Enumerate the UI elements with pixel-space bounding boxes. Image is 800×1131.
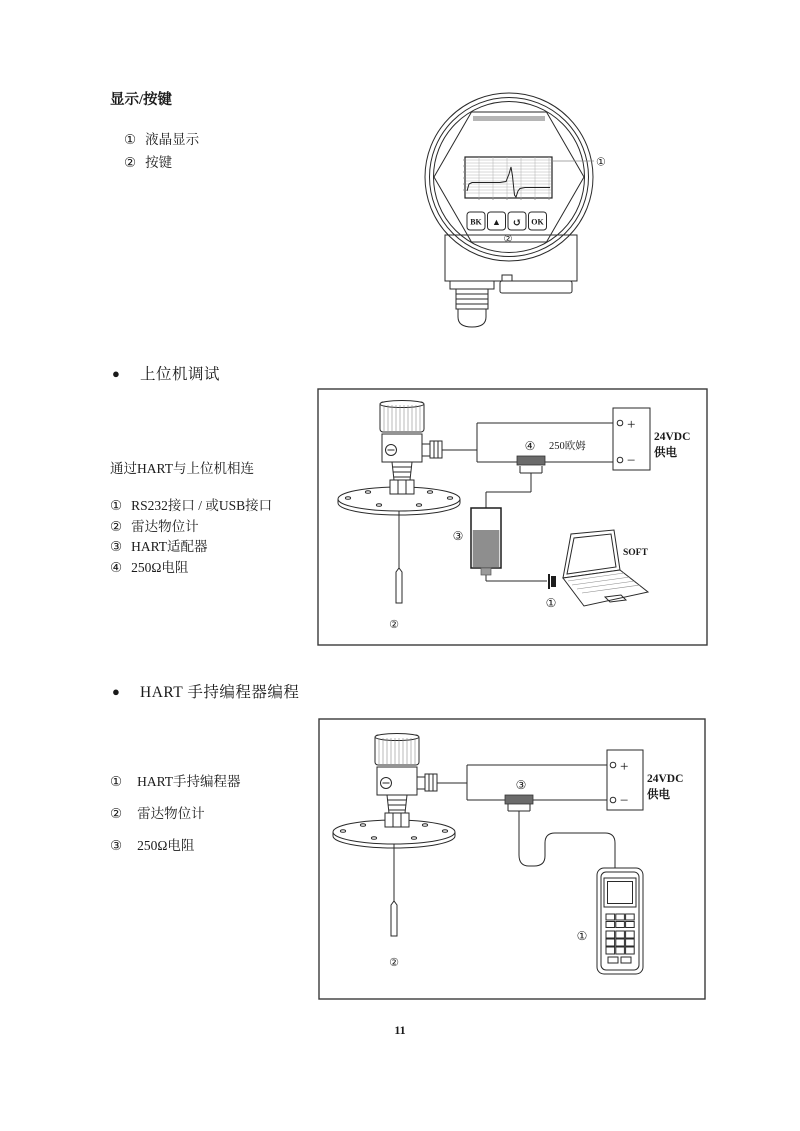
list-item bbox=[110, 798, 241, 830]
bullet-icon: ● bbox=[112, 366, 120, 381]
minus-terminal bbox=[617, 457, 623, 463]
item-number: ② bbox=[110, 806, 123, 821]
item-number: ① bbox=[110, 498, 123, 513]
list-item bbox=[110, 558, 272, 579]
list-item bbox=[110, 830, 241, 862]
item-label: 250Ω电阻 bbox=[131, 559, 189, 575]
interface-callout: ① bbox=[545, 596, 557, 610]
radar-level-meter bbox=[338, 401, 464, 604]
resistor-callout: ④ bbox=[524, 439, 536, 453]
item-number: ① bbox=[110, 774, 123, 789]
meter-callout: ② bbox=[389, 957, 399, 969]
item-label: 雷达物位计 bbox=[137, 806, 205, 821]
display-keys-heading: 显示/按键 bbox=[110, 92, 173, 108]
supply-label-voltage: 24VDC bbox=[654, 431, 691, 443]
programmer-callout: ① bbox=[576, 929, 588, 943]
hart-adapter bbox=[471, 508, 501, 575]
list-item bbox=[110, 537, 272, 558]
display-keys-list bbox=[124, 129, 199, 174]
interface-plug bbox=[549, 574, 556, 589]
plus-terminal bbox=[610, 762, 616, 768]
meter-callout: ② bbox=[389, 619, 399, 631]
plus-sign: + bbox=[620, 759, 629, 775]
item-label: 按键 bbox=[145, 154, 173, 170]
keypad bbox=[467, 212, 547, 230]
item-number: ② bbox=[124, 154, 137, 170]
adapter-callout: ③ bbox=[452, 529, 464, 543]
wiring bbox=[459, 765, 615, 868]
item-number: ③ bbox=[110, 838, 123, 853]
supply-label-power: 供电 bbox=[647, 789, 670, 801]
resistor bbox=[517, 456, 545, 465]
top-band bbox=[473, 116, 545, 121]
key-bk-label: BK bbox=[470, 217, 482, 227]
figure-device-display bbox=[410, 85, 620, 340]
item-number: ④ bbox=[110, 559, 123, 575]
item-label: RS232接口 / 或USB接口 bbox=[131, 498, 273, 513]
list-item bbox=[110, 766, 241, 798]
figure-host-debug-diagram bbox=[317, 388, 708, 646]
list-item bbox=[110, 517, 272, 538]
soft-label: SOFT bbox=[623, 548, 648, 558]
hart-programmer-list bbox=[110, 766, 241, 862]
item-number: ② bbox=[110, 518, 123, 534]
minus-terminal bbox=[610, 797, 616, 803]
callout-display: ① bbox=[596, 156, 606, 169]
item-label: 雷达物位计 bbox=[131, 518, 199, 534]
list-item bbox=[124, 152, 199, 175]
plus-sign: + bbox=[627, 417, 636, 433]
hart-programmer-heading: HART 手持编程器编程 bbox=[140, 684, 300, 701]
cable-gland bbox=[458, 309, 486, 327]
power-supply-box bbox=[607, 750, 643, 810]
key-ok-label: OK bbox=[531, 217, 544, 227]
page-number: 11 bbox=[394, 1023, 406, 1037]
item-label: HART适配器 bbox=[131, 539, 208, 554]
callout-keys: ② bbox=[503, 234, 513, 245]
item-number: ① bbox=[124, 132, 137, 147]
supply-label-voltage: 24VDC bbox=[647, 773, 684, 785]
host-debug-list bbox=[110, 496, 272, 578]
item-label: 液晶显示 bbox=[145, 132, 200, 147]
power-supply-box bbox=[613, 408, 650, 470]
lcd-display bbox=[463, 157, 552, 200]
supply-label-power: 供电 bbox=[654, 447, 677, 459]
host-debug-intro: 通过HART与上位机相连 bbox=[110, 461, 254, 476]
bullet-icon: ● bbox=[112, 684, 120, 699]
item-label: HART手持编程器 bbox=[137, 774, 241, 789]
resistor-label: 250欧姆 bbox=[549, 441, 586, 452]
minus-sign: − bbox=[627, 453, 636, 469]
cycle-arrow-icon: ↺ bbox=[512, 217, 522, 229]
item-number: ③ bbox=[110, 539, 123, 554]
up-arrow-icon: ▲ bbox=[492, 217, 501, 227]
handheld-programmer bbox=[597, 868, 643, 974]
resistor-callout: ③ bbox=[515, 778, 527, 792]
figure-hart-programmer-diagram bbox=[318, 718, 706, 1000]
laptop bbox=[563, 530, 648, 606]
resistor bbox=[505, 795, 533, 804]
plus-terminal bbox=[617, 420, 623, 426]
item-label: 250Ω电阻 bbox=[137, 838, 195, 853]
radar-level-meter bbox=[333, 734, 459, 937]
list-item bbox=[124, 129, 199, 152]
host-debug-heading: 上位机调试 bbox=[140, 366, 221, 383]
list-item bbox=[110, 496, 272, 517]
minus-sign: − bbox=[620, 793, 629, 809]
